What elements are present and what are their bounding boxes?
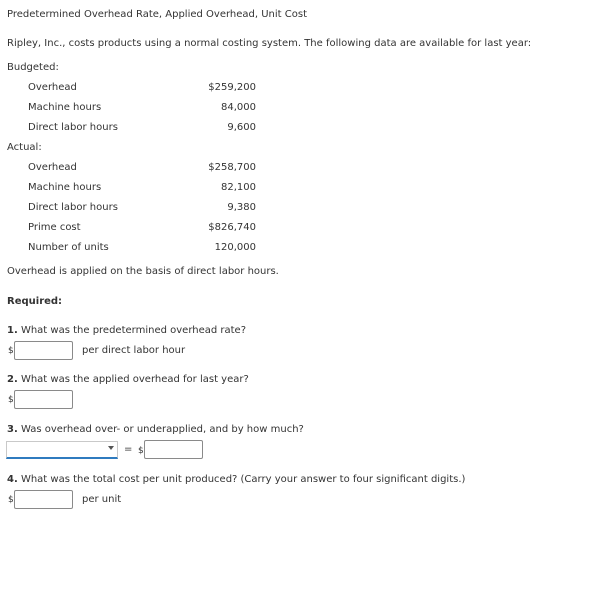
question-3-text: Was overhead over- or underapplied, and by how much? xyxy=(20,424,304,435)
actual-label-prime-cost: Prime cost xyxy=(28,222,81,233)
actual-value-machine-hours: 82,100 xyxy=(221,182,256,193)
actual-label-overhead: Overhead xyxy=(28,162,77,173)
chevron-down-icon xyxy=(108,446,114,450)
question-4-answer-input[interactable] xyxy=(14,490,73,509)
question-4-currency: $ xyxy=(8,495,14,505)
actual-label-direct-labor-hours: Direct labor hours xyxy=(28,202,118,213)
question-3-number: 3. xyxy=(7,424,18,435)
question-1-number: 1. xyxy=(7,325,18,336)
question-2-currency: $ xyxy=(8,395,14,405)
actual-label-machine-hours: Machine hours xyxy=(28,182,102,193)
question-3-amount-input[interactable] xyxy=(144,440,203,459)
question-1-currency: $ xyxy=(8,346,14,356)
actual-value-prime-cost: $826,740 xyxy=(208,222,256,233)
actual-value-overhead: $258,700 xyxy=(208,162,256,173)
question-3-over-under-select[interactable] xyxy=(6,441,118,459)
question-3-currency: $ xyxy=(138,446,144,456)
budgeted-value-machine-hours: 84,000 xyxy=(221,102,256,113)
question-4-unit: per unit xyxy=(82,494,122,505)
question-2-answer-input[interactable] xyxy=(14,390,73,409)
actual-value-number-of-units: 120,000 xyxy=(214,242,256,253)
question-1 xyxy=(7,325,246,337)
required-heading: Required: xyxy=(7,296,63,307)
problem-title: Predetermined Overhead Rate, Applied Overhead, Unit Cost xyxy=(7,9,307,20)
basis-note: Overhead is applied on the basis of direct labor hours. xyxy=(7,266,279,277)
budgeted-label-overhead: Overhead xyxy=(28,82,77,93)
budgeted-label-direct-labor-hours: Direct labor hours xyxy=(28,122,118,133)
budgeted-heading: Budgeted: xyxy=(7,62,59,73)
actual-label-number-of-units: Number of units xyxy=(28,242,109,253)
question-3-equals-sign: = xyxy=(124,444,133,455)
question-1-unit: per direct labor hour xyxy=(82,345,186,356)
actual-heading: Actual: xyxy=(7,142,42,153)
budgeted-value-overhead: $259,200 xyxy=(208,82,256,93)
question-1-answer-input[interactable] xyxy=(14,341,73,360)
problem-intro: Ripley, Inc., costs products using a normal costing system. The following data are available for last year: xyxy=(7,38,532,49)
question-4-text: What was the total cost per unit produced? (Carry your answer to four significant digits.) xyxy=(20,474,466,485)
question-1-text: What was the predetermined overhead rate? xyxy=(20,325,247,336)
question-3 xyxy=(7,424,304,436)
question-2-text: What was the applied overhead for last year? xyxy=(20,374,249,385)
question-4 xyxy=(7,474,465,486)
question-4-number: 4. xyxy=(7,474,18,485)
question-2 xyxy=(7,374,249,386)
question-2-number: 2. xyxy=(7,374,18,385)
budgeted-label-machine-hours: Machine hours xyxy=(28,102,102,113)
budgeted-value-direct-labor-hours: 9,600 xyxy=(227,122,256,133)
actual-value-direct-labor-hours: 9,380 xyxy=(227,202,256,213)
